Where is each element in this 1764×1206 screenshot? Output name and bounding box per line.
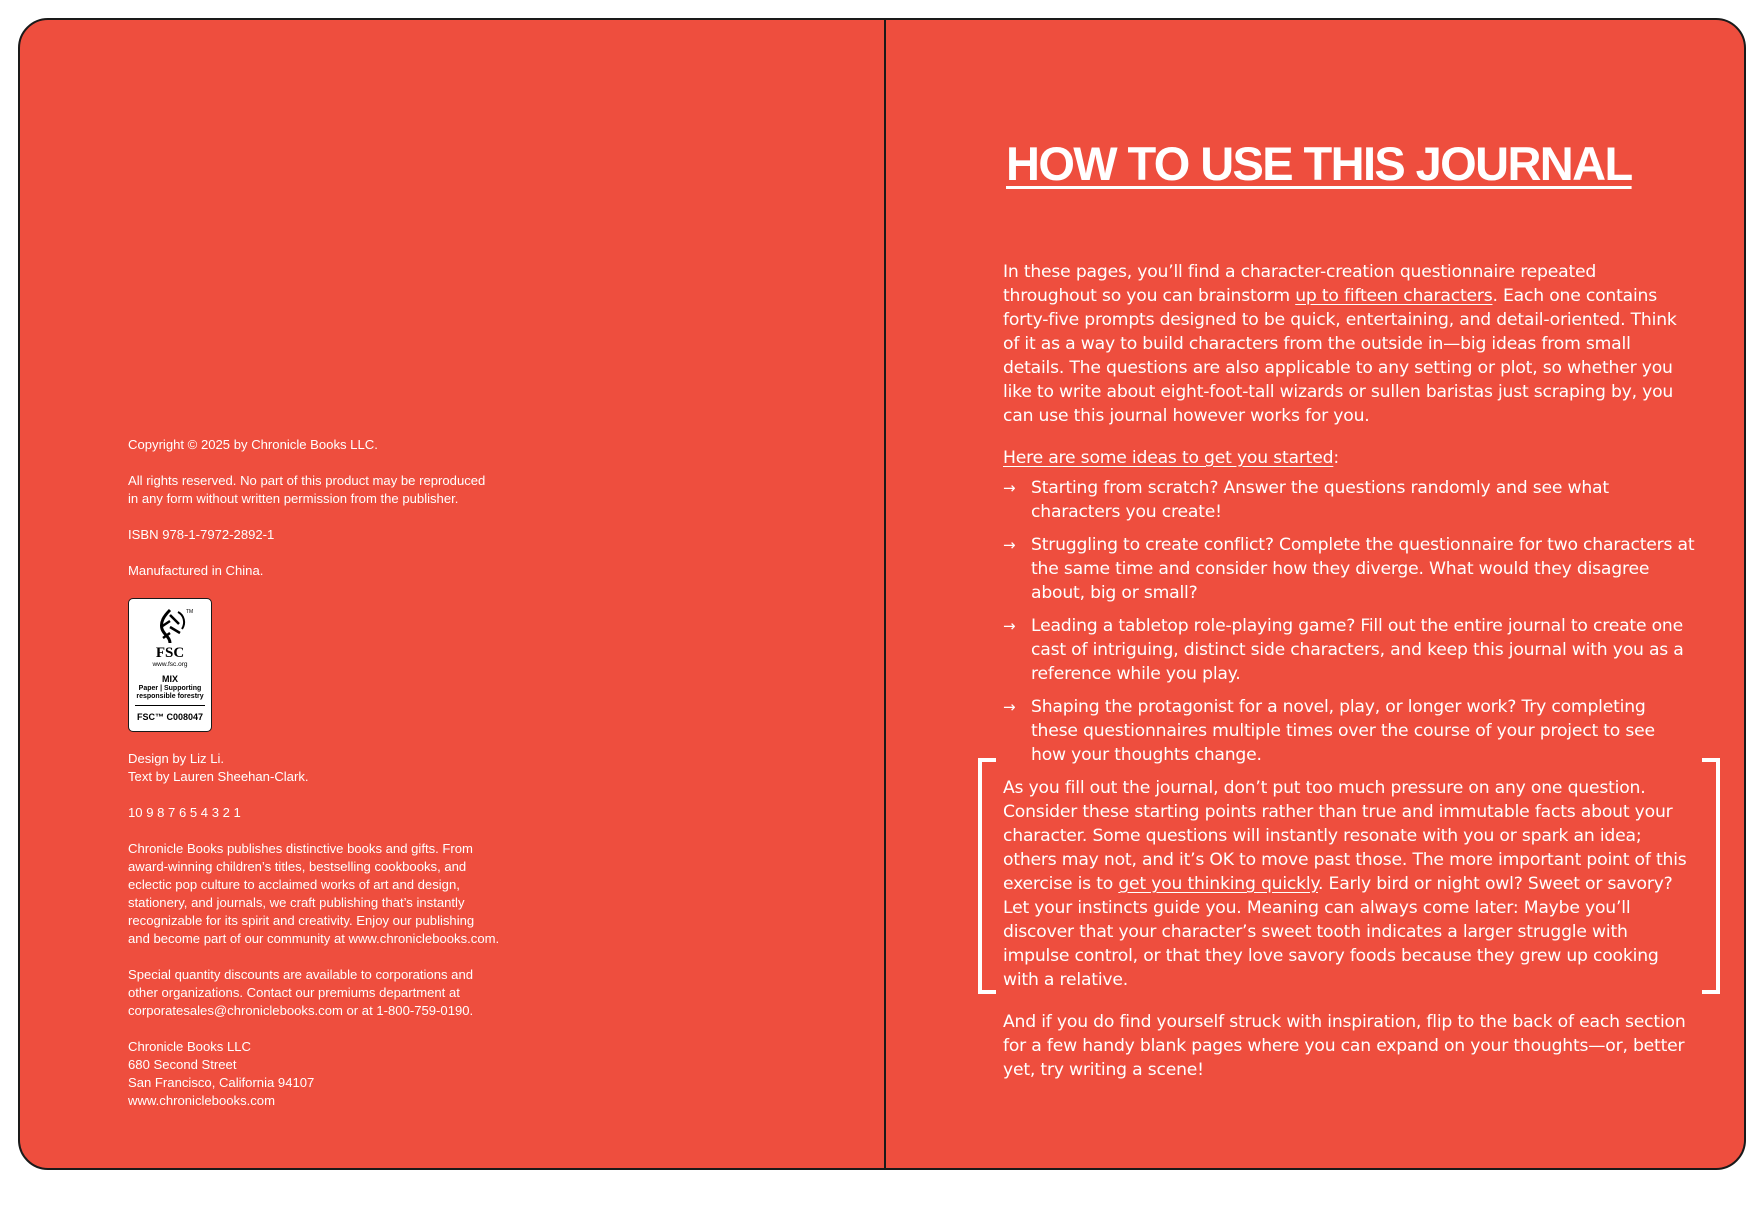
fsc-mark-text: FSC bbox=[155, 645, 185, 661]
fsc-url: www.fsc.org bbox=[152, 661, 188, 668]
publisher-address: Chronicle Books LLC 680 Second Street San Francisco, California 94107 www.chroniclebooks.com bbox=[128, 1039, 315, 1108]
gutter-line bbox=[884, 20, 886, 1168]
list-item: → Leading a tabletop role-playing game? Fill out the entire journal to create one cast of intriguing, distinct side characters, and keep this journal with you as a reference while you play. bbox=[1003, 616, 1684, 684]
page-title: HOW TO USE THIS JOURNAL bbox=[1006, 137, 1632, 190]
left-bracket-icon bbox=[978, 758, 996, 994]
right-bracket-icon bbox=[1702, 758, 1720, 994]
fsc-license-code: FSC™ C008047 bbox=[135, 705, 205, 726]
credits: Design by Liz Li. Text by Lauren Sheehan-Clark. bbox=[128, 751, 309, 784]
book-spread bbox=[18, 18, 1746, 1170]
list-item: → Starting from scratch? Answer the questions randomly and see what characters you create! bbox=[1003, 478, 1609, 522]
copyright-line: Copyright © 2025 by Chronicle Books LLC. bbox=[128, 437, 378, 452]
fsc-tree-icon bbox=[148, 607, 192, 645]
sales-contact: Special quantity discounts are available to corporations and other organizations. Contact our premiums department at corporatesales@chroniclebooks.com or at 1-800-759-0190. bbox=[128, 967, 474, 1018]
list-item: → Struggling to create conflict? Complete the questionnaire for two characters at the same time and consider how they diverge. What would they disagree about, big or small? bbox=[1003, 535, 1695, 603]
manufactured-line: Manufactured in China. bbox=[128, 563, 264, 578]
ideas-list bbox=[1003, 476, 1695, 767]
arrow-right-icon: → bbox=[1003, 698, 1016, 716]
svg-text:TM: TM bbox=[186, 609, 194, 615]
arrow-right-icon: → bbox=[1003, 536, 1016, 554]
right-page-instructions bbox=[1003, 260, 1695, 1100]
fsc-paper-label: Paper | Supporting responsible forestry bbox=[136, 685, 204, 700]
intro-paragraph: In these pages, you’ll find a character-creation questionnaire repeated throughout so you can brainstorm up to fifteen characters. Each one contains forty-five prompts designed to be quick, entertaining, and detail-oriented. Think of it as a way to build characters from the outside in—big ideas from small details. The questions are also applicable to any setting or plot, so whether you like to write about eight-foot-tall wizards or sullen baristas just scraping by, you can use this journal however works for you. bbox=[1003, 262, 1677, 426]
ideas-heading: Here are some ideas to get you started: bbox=[1003, 448, 1339, 468]
isbn-line: ISBN 978-1-7972-2892-1 bbox=[128, 527, 275, 542]
fsc-logo bbox=[128, 598, 212, 732]
fsc-mix-label: MIX bbox=[161, 674, 178, 684]
rights-statement: All rights reserved. No part of this product may be reproduced in any form without written permission from the publisher. bbox=[128, 473, 486, 506]
list-item: → Shaping the protagonist for a novel, play, or longer work? Try completing these questionnaires multiple times over the course of your project to see how your thoughts change. bbox=[1003, 697, 1655, 765]
arrow-right-icon: → bbox=[1003, 479, 1016, 497]
closing-paragraph: And if you do find yourself struck with inspiration, flip to the back of each section for a few handy blank pages where you can expand on your thoughts—or, better yet, try writing a scene! bbox=[1003, 1012, 1686, 1080]
fifteen-characters-link: up to fifteen characters bbox=[1295, 286, 1493, 306]
thinking-quickly-link: get you thinking quickly bbox=[1118, 874, 1319, 894]
callout-text: As you fill out the journal, don’t put too much pressure on any one question. Consider these starting points rather than true and immutable facts about your character. Some questions will instantly resonate with you or spark an idea; others may not, and it’s OK to move past those. The more important point of this exercise is to get you thinking quickly. Early bird or night owl? Sweet or savory? Let your instincts guide you. Meaning can always come later: Maybe you’ll discover that your character’s sweet tooth indicates a larger struggle with impulse control, or that they love savory foods because they grew up cooking with a relative. bbox=[1003, 778, 1687, 990]
left-page-copyright bbox=[128, 436, 598, 1128]
bracketed-callout bbox=[1003, 776, 1695, 992]
publisher-about: Chronicle Books publishes distinctive books and gifts. From award-winning children’s titles, bestselling cookbooks, and eclectic pop culture to acclaimed works of art and design, stationery, and journals, we craft publishing that’s instantly recognizable for its spirit and creativity. Enjoy our publishing and become part of our community at www.chroniclebooks.com. bbox=[128, 841, 500, 946]
arrow-right-icon: → bbox=[1003, 617, 1016, 635]
printing-line: 10 9 8 7 6 5 4 3 2 1 bbox=[128, 805, 241, 820]
